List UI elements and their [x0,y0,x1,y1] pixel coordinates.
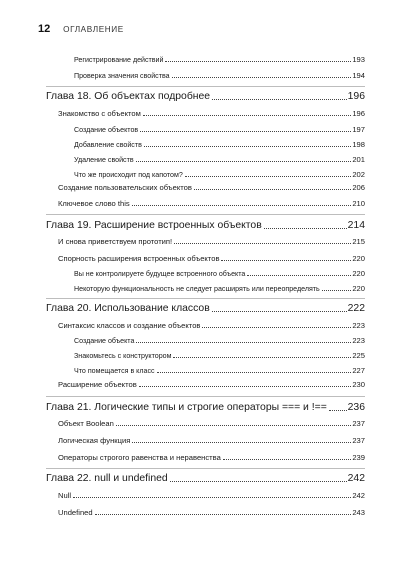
toc-entry-subsection [58,199,365,209]
dot-leader [132,442,351,443]
toc-entry-label: Глава 18. Об объектах подробнее [46,91,211,102]
toc-entry-subsection [58,436,365,446]
toc-entry-page: 230 [352,380,365,389]
toc-entry-page: 193 [352,55,365,64]
toc-entry-chapter [46,402,365,414]
toc-entry-label: Проверка значения свойства [74,72,170,80]
dot-leader [157,372,352,373]
toc-entry-page: 196 [347,91,365,102]
toc-entry-label: Ключевое слово this [58,199,130,208]
toc-entry-label: Операторы строгого равенства и неравенства [58,453,221,462]
toc-entry-label: Глава 19. Расширение встроенных объектов [46,220,262,231]
toc-entry-section [74,284,365,294]
dot-leader [170,481,347,482]
toc-entry-subsection [58,109,365,119]
toc-entry-label: Создание объекта [74,337,135,345]
toc-entry-label: Вы не контролируете будущее встроенного объекта [74,270,246,278]
toc-entry-section [74,155,365,165]
toc-entry-label: Спорность расширения встроенных объектов [58,254,220,263]
toc-entry-subsection [58,419,365,429]
toc-entry-page: 239 [352,453,365,462]
chapter-divider [46,298,365,299]
chapter-divider [46,396,365,397]
toc-entry-label: Создание объектов [74,126,139,134]
toc-entry-label: Удаление свойств [74,156,134,164]
toc-entry-label: Расширение объектов [58,380,137,389]
dot-leader [95,514,352,515]
toc-entry-chapter [46,220,365,232]
dot-leader [221,260,351,261]
dot-leader [132,205,352,206]
toc-entry-subsection [58,254,365,264]
toc-entry-subsection [58,453,365,463]
toc-entry-page: 197 [352,125,365,134]
toc-entry-page: 236 [347,402,365,413]
toc-entry-page: 210 [352,199,365,208]
toc-entry-label: Что же происходит под капотом? [74,171,183,179]
toc-entry-label: Некоторую функциональность не следует расширять или переопределять [74,285,320,293]
toc-entry-subsection [58,321,365,331]
dot-leader [144,146,351,147]
toc-entry-subsection [58,491,365,501]
page-number: 12 [38,23,51,35]
toc-entry-subsection [58,183,365,193]
toc-entry-page: 194 [352,71,365,80]
toc-entry-section [74,71,365,81]
toc-entry-page: 196 [352,109,365,118]
toc-entry-section [74,140,365,150]
toc-entry-label: Что помещается в класс [74,367,155,375]
dot-leader [140,131,351,132]
toc-entry-label: Знакомство с объектом [58,109,141,118]
toc-entry-page: 214 [347,220,365,231]
toc-entry-page: 201 [352,155,365,164]
toc-entry-section [74,351,365,361]
dot-leader [73,497,351,498]
dot-leader [139,386,352,387]
toc-entry-label: Глава 22. null и undefined [46,473,168,484]
toc-entry-label: Синтаксис классов и создание объектов [58,321,201,330]
toc-entry-page: 237 [352,419,365,428]
toc-entry-section [74,366,365,376]
running-header-title: ОГЛАВЛЕНИЕ [63,25,124,34]
toc-entry-section [74,269,365,279]
chapter-divider [46,214,365,215]
toc-entry-page: 220 [352,284,365,293]
toc-entry-subsection [58,237,365,247]
toc-entry-page: 243 [352,508,365,517]
toc-entry-label: Регистрирование действий [74,56,164,64]
toc-entry-section [74,170,365,180]
dot-leader [223,459,352,460]
toc-entry-label: Глава 20. Использование классов [46,303,210,314]
toc-entry-chapter [46,473,365,485]
toc-entry-label: Знакомьтесь с конструктором [74,352,172,360]
dot-leader [212,311,347,312]
toc-entry-label: Объект Boolean [58,419,114,428]
toc-entry-page: 222 [347,303,365,314]
toc-entry-page: 206 [352,183,365,192]
toc-entry-label: Undefined [58,508,93,517]
toc-entry-page: 223 [352,321,365,330]
dot-leader [116,425,351,426]
dot-leader [264,228,347,229]
toc-entry-label: И снова приветствуем прототип! [58,237,173,246]
dot-leader [143,115,351,116]
toc-entry-chapter [46,91,365,103]
toc-entry-label: Null [58,491,72,500]
toc-entry-label: Глава 21. Логические типы и строгие операторы === и !== [46,402,327,413]
toc-entry-page: 242 [347,473,365,484]
dot-leader [173,357,351,358]
chapter-divider [46,468,365,469]
dot-leader [172,77,352,78]
toc-entry-label: Добавление свойств [74,141,142,149]
toc-entry-subsection [58,380,365,390]
toc-entry-label: Создание пользовательских объектов [58,183,192,192]
dot-leader [329,410,347,411]
toc-entry-subsection [58,508,365,518]
chapter-divider [46,86,365,87]
toc-entry-page: 220 [352,254,365,263]
toc-entry-page: 242 [352,491,365,500]
toc-entry-page: 223 [352,336,365,345]
dot-leader [136,161,352,162]
toc-entry-page: 237 [352,436,365,445]
dot-leader [165,61,351,62]
dot-leader [194,189,351,190]
dot-leader [136,342,351,343]
toc-entry-section [74,55,365,65]
dot-leader [174,243,351,244]
toc-entry-page: 227 [352,366,365,375]
dot-leader [322,290,352,291]
dot-leader [212,99,347,100]
toc-entry-section [74,125,365,135]
toc-entry-page: 220 [352,269,365,278]
dot-leader [185,176,352,177]
toc-entry-page: 215 [352,237,365,246]
dot-leader [202,327,351,328]
dot-leader [247,275,351,276]
toc-entry-section [74,336,365,346]
toc-entry-label: Логическая функция [58,436,131,445]
toc-entry-page: 202 [352,170,365,179]
toc-entry-page: 198 [352,140,365,149]
toc-entry-page: 225 [352,351,365,360]
toc-entry-chapter [46,303,365,315]
